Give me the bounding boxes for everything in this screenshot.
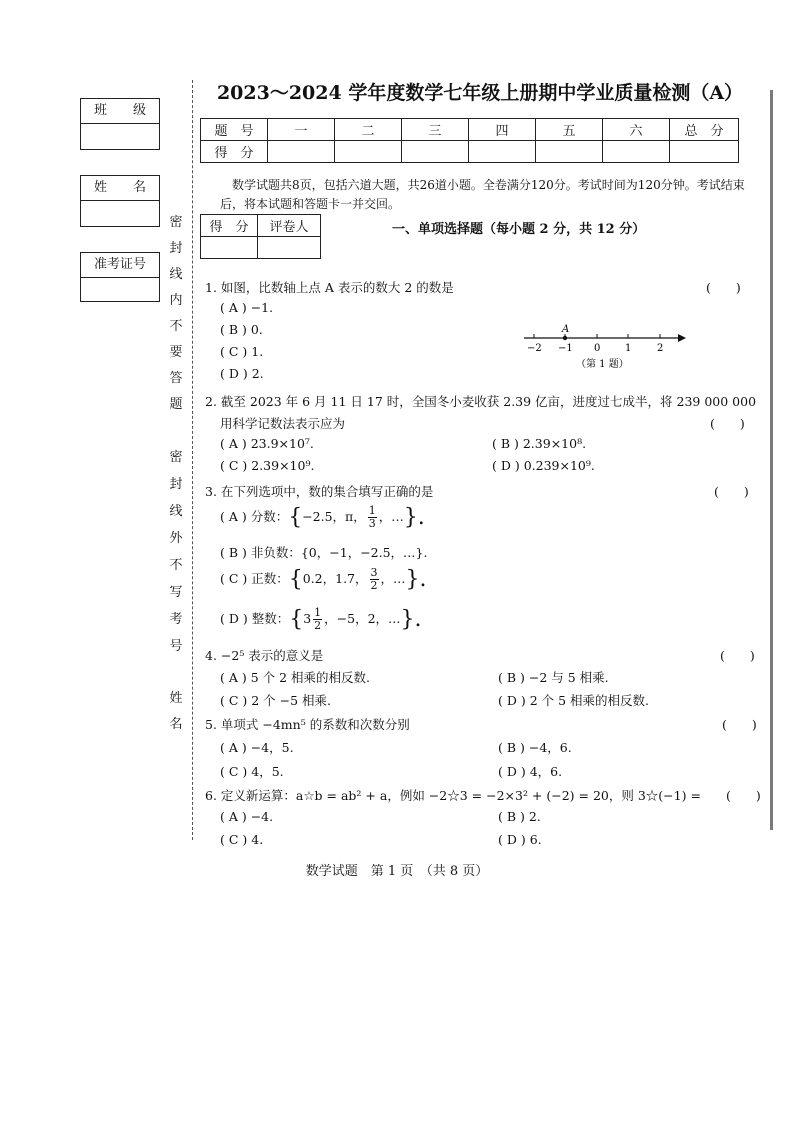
question-6-option-a: ( A ) −4. [220, 809, 274, 824]
option-a-content: −2.5，π， [302, 509, 366, 524]
option-d-prefix: ( D ) 整数： [220, 611, 290, 626]
question-6-option-c: ( C ) 4. [220, 832, 264, 847]
score-row-label: 得 分 [201, 141, 268, 163]
question-5-answer-paren[interactable]: ( ) [722, 717, 757, 732]
frac-den: 3 [368, 517, 376, 530]
score-cell[interactable] [536, 141, 603, 163]
tick-label: −2 [527, 343, 542, 354]
score-header-cell: 四 [469, 119, 536, 141]
question-3-option-d [220, 607, 422, 632]
frac-num: 1 [368, 504, 376, 517]
question-4-option-a: ( A ) 5 个 2 相乘的相反数. [220, 670, 371, 685]
grader-name-label: 评卷人 [258, 215, 321, 237]
grader-score-label: 得 分 [201, 215, 258, 237]
page-footer: 数学试题 第 1 页 （共 8 页） [305, 864, 489, 879]
seal-text-part1: 密 封 线 内 不 要 答 题 [169, 215, 183, 412]
tick-label: 2 [657, 343, 664, 354]
question-5-option-b: ( B ) −4，6. [498, 740, 572, 755]
frac-num: 1 [314, 606, 322, 619]
grader-name-cell[interactable] [258, 237, 321, 259]
score-header-cell: 二 [335, 119, 402, 141]
question-4-option-b: ( B ) −2 与 5 相乘. [498, 670, 609, 685]
option-c-prefix: ( C ) 正数： [220, 571, 289, 586]
question-4-option-c: ( C ) 2 个 −5 相乘. [220, 693, 332, 708]
section-title: 一、单项选择题（每小题 2 分，共 12 分） [392, 222, 646, 237]
question-1-option-d: ( D ) 2. [220, 366, 264, 381]
fraction [368, 505, 377, 530]
question-6-option-d: ( D ) 6. [498, 832, 542, 847]
question-1-answer-paren[interactable]: ( ) [706, 280, 741, 295]
tick-label: 1 [625, 343, 632, 354]
brace-open: { [289, 607, 304, 632]
seal-text-part3: 姓 名 [169, 691, 183, 732]
seal-text-part2: 密 封 线 外 不 写 考 号 [169, 450, 183, 654]
option-c-content: 0.2，1.7， [302, 571, 368, 586]
grader-table [200, 214, 321, 259]
question-4-stem: 4. −2⁵ 表示的意义是 [205, 648, 324, 663]
score-header-cell: 三 [402, 119, 469, 141]
brace-open: { [288, 505, 303, 530]
question-1-option-c: ( C ) 1. [220, 344, 264, 359]
tick-label: −1 [558, 343, 573, 354]
question-4-answer-paren[interactable]: ( ) [720, 648, 755, 663]
frac-den: 2 [314, 619, 322, 632]
score-header-cell: 六 [603, 119, 670, 141]
question-3-stem: 3. 在下列选项中，数的集合填写正确的是 [205, 484, 434, 499]
question-2-stem-line2: 用科学记数法表示应为 [220, 416, 346, 431]
fraction [370, 567, 379, 592]
option-d-tail: ，−5，2，… [324, 611, 401, 626]
question-5-option-c: ( C ) 4，5. [220, 764, 284, 779]
number-line-figure [520, 322, 690, 372]
brace-close: }. [403, 505, 425, 530]
question-2-option-a: ( A ) 23.9×10⁷. [220, 436, 314, 451]
brace-open: { [288, 567, 303, 592]
question-6-option-b: ( B ) 2. [498, 809, 541, 824]
question-1-option-b: ( B ) 0. [220, 322, 263, 337]
question-2-stem-line1: 2. 截至 2023 年 6 月 11 日 17 时，全国冬小麦收获 2.39 亿亩，进度过七成半，将 239 000 000 [205, 394, 757, 409]
seal-line [192, 80, 193, 840]
question-3-option-a [220, 505, 425, 530]
question-6-answer-paren[interactable]: ( ) [726, 788, 761, 803]
option-a-prefix: ( A ) 分数： [220, 509, 289, 524]
option-c-tail: ，… [380, 571, 406, 586]
number-line-arrow [678, 334, 686, 342]
brace-close: }. [400, 607, 422, 632]
question-3-option-b: ( B ) 非负数：{0，−1，−2.5，…}. [220, 545, 428, 560]
frac-den: 2 [370, 579, 378, 592]
point-a-label: A [562, 324, 570, 335]
score-cell[interactable] [469, 141, 536, 163]
score-cell[interactable] [335, 141, 402, 163]
option-d-whole: 3 [303, 611, 312, 626]
score-cell[interactable] [603, 141, 670, 163]
score-table [200, 118, 739, 163]
question-3-answer-paren[interactable]: ( ) [714, 484, 749, 499]
page-title: 2023～2024 学年度数学七年级上册期中学业质量检测（A） [216, 82, 744, 104]
exam-instructions: 数学试题共8页，包括六道大题，共26道小题。全卷满分120分。考试时间为120分钟。考试结束后，将本试题和答题卡一并交回。 [220, 178, 745, 211]
exam-number-label: 准考证号 [81, 253, 159, 278]
question-2-option-b: ( B ) 2.39×10⁸. [492, 436, 587, 451]
figure-caption: （第 1 题） [576, 359, 629, 370]
point-a-dot [563, 336, 567, 340]
question-5-option-d: ( D ) 4，6. [498, 764, 563, 779]
frac-num: 3 [370, 566, 378, 579]
question-1-stem: 1. 如图，比数轴上点 A 表示的数大 2 的数是 [205, 280, 454, 295]
question-2-answer-paren[interactable]: ( ) [710, 416, 745, 431]
name-label: 姓 名 [81, 176, 159, 201]
score-table-score-row [201, 141, 739, 163]
score-cell[interactable] [670, 141, 739, 163]
score-header-cell: 总 分 [670, 119, 739, 141]
grader-score-cell[interactable] [201, 237, 258, 259]
question-3-option-c [220, 567, 427, 592]
page-edge-line [770, 90, 773, 830]
score-cell[interactable] [268, 141, 335, 163]
fraction [313, 607, 322, 632]
brace-close: }. [405, 567, 427, 592]
question-5-option-a: ( A ) −4，5. [220, 740, 294, 755]
question-2-option-d: ( D ) 0.239×10⁹. [492, 458, 595, 473]
question-2-option-c: ( C ) 2.39×10⁹. [220, 458, 315, 473]
question-4-option-d: ( D ) 2 个 5 相乘的相反数. [498, 693, 649, 708]
tick-label: 0 [594, 343, 601, 354]
class-label: 班 级 [81, 99, 159, 124]
class-box [80, 98, 160, 150]
question-1-option-a: ( A ) −1. [220, 300, 274, 315]
score-header-cell: 一 [268, 119, 335, 141]
score-header-cell: 题 号 [201, 119, 268, 141]
exam-number-box [80, 252, 160, 302]
score-table-header-row [201, 119, 739, 141]
option-a-tail: ，… [378, 509, 404, 524]
question-6-stem: 6. 定义新运算：a☆b = ab² + a，例如 −2☆3 = −2×3² + (−2) = 20，则 3☆(−1) = [205, 788, 701, 803]
name-box [80, 175, 160, 227]
score-header-cell: 五 [536, 119, 603, 141]
question-5-stem: 5. 单项式 −4mn⁵ 的系数和次数分别 [205, 717, 410, 732]
score-cell[interactable] [402, 141, 469, 163]
